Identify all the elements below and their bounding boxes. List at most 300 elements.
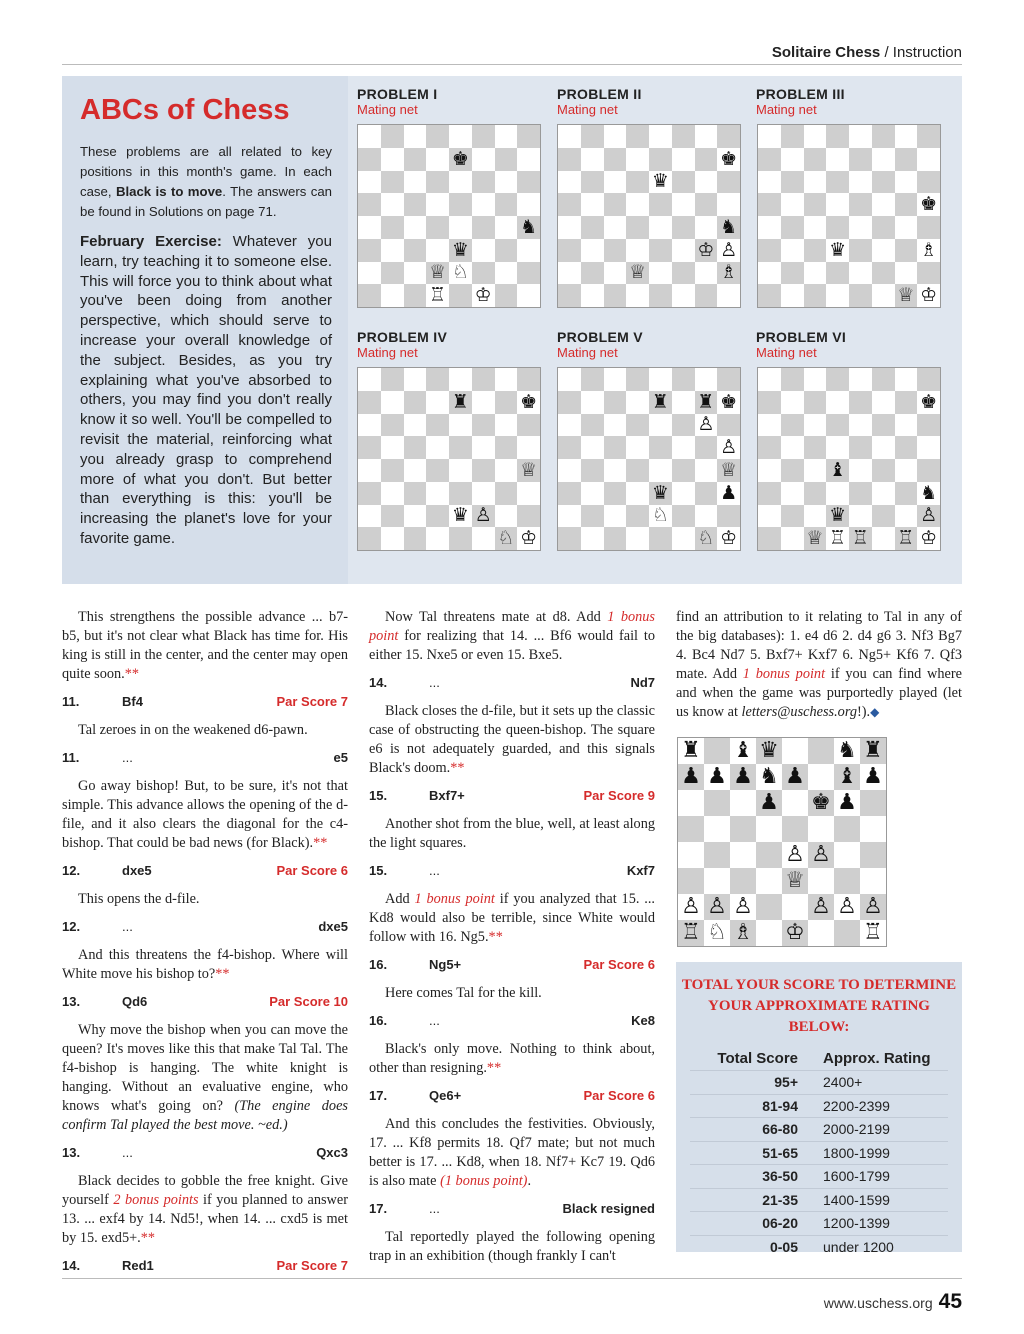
board-square bbox=[358, 125, 381, 148]
white-pawn-icon: ♙ bbox=[837, 894, 857, 919]
board-square bbox=[717, 193, 740, 216]
board-square bbox=[804, 527, 827, 550]
board-square bbox=[672, 171, 695, 194]
paragraph bbox=[62, 608, 348, 684]
board-square bbox=[826, 368, 849, 391]
board-square bbox=[604, 262, 627, 285]
board-square bbox=[517, 239, 540, 262]
paragraph-text: find an attribution to it relating to Tal in any of the big databases): 1. e4 d6 2. d4 g6 3. Nf3 Bg7 4. Bc4 Nd7 5. Bxf7+ Kxf7 6. Ng5+ Kf6 7. Qf3 mate. Add bbox=[676, 609, 962, 682]
paragraph: Another shot from the blue, well, at least along the light squares. bbox=[369, 816, 655, 851]
paragraph-text: And this concludes the festivities. Obviously, 17. ... Kf8 permits 18. Qf7 mate; but not much better is 17. ... Kd8, when 18. Nf7+ Kc7 19. Qd6 is also mate bbox=[369, 1116, 655, 1189]
board-square bbox=[895, 148, 918, 171]
board-square bbox=[558, 391, 581, 414]
board-square bbox=[917, 284, 940, 307]
black-rook-icon: ♜ bbox=[681, 738, 701, 763]
board-square bbox=[381, 505, 404, 528]
board-square bbox=[517, 505, 540, 528]
paragraph: Here comes Tal for the kill. bbox=[385, 985, 542, 1001]
move-line bbox=[369, 861, 655, 880]
board-square bbox=[472, 262, 495, 285]
board-square bbox=[756, 790, 782, 816]
board-square bbox=[849, 125, 872, 148]
problem-subtitle: Mating net bbox=[756, 345, 817, 360]
paragraph-text: Black's only move. Nothing to think about, other than resigning. bbox=[369, 1041, 655, 1076]
move-number: 17. bbox=[369, 1088, 388, 1103]
board-square bbox=[472, 239, 495, 262]
black-queen-icon: ♛ bbox=[759, 738, 779, 763]
board-square bbox=[756, 894, 782, 920]
paragraph-text: Black closes the d-file, but it sets up the classic case of obstructing the queen-bishop. The square e6 is not adequately guarded, and this signals Black's doom. bbox=[369, 703, 655, 776]
board-square bbox=[826, 262, 849, 285]
board-square bbox=[704, 738, 730, 764]
board-square bbox=[704, 816, 730, 842]
board-square bbox=[649, 125, 672, 148]
move-line bbox=[62, 992, 348, 1011]
board-square bbox=[558, 436, 581, 459]
board-square bbox=[404, 482, 427, 505]
board-square bbox=[626, 436, 649, 459]
board-square bbox=[826, 482, 849, 505]
white-knight-icon: ♘ bbox=[451, 261, 469, 284]
black-rook-icon: ♜ bbox=[863, 738, 883, 763]
white-rook-icon: ♖ bbox=[429, 284, 447, 307]
board-square bbox=[381, 239, 404, 262]
board-square bbox=[517, 482, 540, 505]
move: Qd6 bbox=[122, 994, 148, 1009]
board-square bbox=[581, 193, 604, 216]
board-square bbox=[495, 482, 518, 505]
board-square bbox=[649, 482, 672, 505]
board-square bbox=[782, 842, 808, 868]
paragraph-text: Now Tal threatens mate at d8. Add bbox=[385, 609, 608, 625]
problem-title: PROBLEM IV bbox=[357, 329, 448, 345]
paragraph-text: !). bbox=[857, 704, 871, 720]
board-square bbox=[626, 391, 649, 414]
board-square bbox=[381, 414, 404, 437]
board-square bbox=[358, 148, 381, 171]
board-square bbox=[826, 391, 849, 414]
black-queen-icon: ♛ bbox=[651, 170, 669, 193]
exercise-text bbox=[80, 232, 332, 549]
board-square bbox=[782, 738, 808, 764]
board-square bbox=[826, 171, 849, 194]
board-square bbox=[695, 171, 718, 194]
end-mark-icon: ◆ bbox=[870, 705, 880, 719]
black-rook-icon: ♜ bbox=[651, 390, 669, 413]
move-number: 14. bbox=[62, 1258, 81, 1273]
board-square bbox=[672, 262, 695, 285]
board-square bbox=[672, 459, 695, 482]
board-square bbox=[758, 436, 781, 459]
board-square bbox=[872, 262, 895, 285]
move-number: 13. bbox=[62, 994, 81, 1009]
board-square bbox=[672, 148, 695, 171]
board-square bbox=[781, 193, 804, 216]
board-square bbox=[426, 125, 449, 148]
board-square bbox=[826, 125, 849, 148]
board-square bbox=[717, 262, 740, 285]
board-square bbox=[517, 414, 540, 437]
board-square bbox=[782, 764, 808, 790]
board-square bbox=[649, 459, 672, 482]
board-square bbox=[695, 527, 718, 550]
board-square bbox=[381, 216, 404, 239]
board-square bbox=[758, 414, 781, 437]
board-square bbox=[404, 239, 427, 262]
white-queen-icon: ♕ bbox=[629, 261, 647, 284]
board-square bbox=[917, 216, 940, 239]
rating-range: 1200-1399 bbox=[823, 1215, 890, 1232]
board-square bbox=[781, 216, 804, 239]
board-square bbox=[604, 125, 627, 148]
board-square bbox=[472, 125, 495, 148]
white-queen-icon: ♕ bbox=[720, 458, 738, 481]
board-square bbox=[826, 284, 849, 307]
board-square bbox=[472, 193, 495, 216]
board-square bbox=[672, 414, 695, 437]
board-square bbox=[472, 284, 495, 307]
white-pawn-icon: ♙ bbox=[697, 413, 715, 436]
board-square bbox=[717, 527, 740, 550]
board-square bbox=[695, 284, 718, 307]
white-king-icon: ♔ bbox=[520, 527, 538, 550]
paragraph-text: if you planned to answer 13. ... exf4 by 14. Nd5!, when 14. ... cxd5 is met by 15. exd5+. bbox=[62, 1192, 348, 1246]
board-square bbox=[826, 505, 849, 528]
paragraph bbox=[369, 702, 655, 778]
board-square bbox=[604, 171, 627, 194]
editor-note: (The engine does confirm Tal played the best move. ~ed.) bbox=[62, 1098, 348, 1133]
board-square bbox=[449, 368, 472, 391]
board-square bbox=[678, 842, 704, 868]
score-range: 51-65 bbox=[762, 1144, 798, 1161]
board-square bbox=[826, 193, 849, 216]
chess-diagram-6 bbox=[757, 367, 941, 551]
board-square bbox=[472, 391, 495, 414]
board-square bbox=[517, 459, 540, 482]
board-square bbox=[758, 368, 781, 391]
black-pawn-icon: ♟ bbox=[759, 790, 779, 815]
move-number: 14. bbox=[369, 675, 388, 690]
paragraph: Tal zeroes in on the weakened d6-pawn. bbox=[78, 722, 308, 738]
white-rook-icon: ♖ bbox=[863, 920, 883, 945]
black-queen-icon: ♛ bbox=[451, 504, 469, 527]
board-square bbox=[581, 125, 604, 148]
board-square bbox=[872, 216, 895, 239]
par-score: Par Score 6 bbox=[276, 863, 348, 878]
board-square bbox=[834, 764, 860, 790]
board-square bbox=[849, 284, 872, 307]
board-square bbox=[860, 764, 886, 790]
board-square bbox=[917, 148, 940, 171]
board-square bbox=[917, 262, 940, 285]
board-square bbox=[558, 148, 581, 171]
board-square bbox=[581, 148, 604, 171]
rating-range: under 1200 bbox=[823, 1238, 894, 1255]
move-ellipsis: ... bbox=[429, 1201, 440, 1216]
board-square bbox=[381, 482, 404, 505]
board-square bbox=[381, 368, 404, 391]
board-square bbox=[581, 505, 604, 528]
board-square bbox=[358, 284, 381, 307]
board-square bbox=[849, 216, 872, 239]
score-row bbox=[690, 1235, 948, 1259]
board-square bbox=[449, 262, 472, 285]
board-square bbox=[404, 391, 427, 414]
board-square bbox=[472, 171, 495, 194]
board-square bbox=[649, 368, 672, 391]
page-number: 45 bbox=[938, 1290, 962, 1313]
board-square bbox=[404, 193, 427, 216]
problem-title: PROBLEM I bbox=[357, 86, 438, 102]
score-row bbox=[690, 1117, 948, 1141]
board-square bbox=[849, 391, 872, 414]
board-square bbox=[649, 193, 672, 216]
paragraph: Tal reportedly played the following opening trap in an exhibition (though frankly I can't bbox=[369, 1229, 655, 1264]
white-pawn-icon: ♙ bbox=[720, 238, 738, 261]
move-line bbox=[62, 748, 348, 767]
bonus-points: 1 bonus point bbox=[369, 609, 655, 644]
black-king-icon: ♚ bbox=[920, 390, 938, 413]
board-square bbox=[804, 216, 827, 239]
board-square bbox=[860, 790, 886, 816]
board-square bbox=[860, 842, 886, 868]
header-subsection: Instruction bbox=[892, 44, 962, 61]
board-square bbox=[758, 148, 781, 171]
board-square bbox=[730, 816, 756, 842]
board-square bbox=[672, 125, 695, 148]
board-square bbox=[895, 216, 918, 239]
board-square bbox=[872, 284, 895, 307]
black-king-icon: ♚ bbox=[920, 193, 938, 216]
board-square bbox=[358, 482, 381, 505]
board-square bbox=[672, 284, 695, 307]
board-square bbox=[604, 436, 627, 459]
board-square bbox=[581, 262, 604, 285]
move: e5 bbox=[333, 750, 348, 765]
score-table bbox=[690, 1046, 948, 1258]
board-square bbox=[404, 262, 427, 285]
move-number: 15. bbox=[369, 788, 388, 803]
board-square bbox=[672, 391, 695, 414]
board-square bbox=[449, 391, 472, 414]
move-ellipsis: ... bbox=[429, 675, 440, 690]
text-column-1 bbox=[62, 608, 348, 1285]
board-square bbox=[704, 842, 730, 868]
white-bishop-icon: ♗ bbox=[920, 238, 938, 261]
board-square bbox=[808, 920, 834, 946]
par-score: Par Score 7 bbox=[276, 1258, 348, 1273]
black-pawn-icon: ♟ bbox=[863, 764, 883, 789]
problem-title: PROBLEM V bbox=[557, 329, 643, 345]
board-square bbox=[358, 368, 381, 391]
board-square bbox=[730, 868, 756, 894]
board-square bbox=[717, 505, 740, 528]
board-square bbox=[872, 193, 895, 216]
board-square bbox=[517, 216, 540, 239]
board-square bbox=[581, 527, 604, 550]
board-square bbox=[872, 436, 895, 459]
board-square bbox=[604, 482, 627, 505]
white-pawn-icon: ♙ bbox=[863, 894, 883, 919]
board-square bbox=[695, 505, 718, 528]
board-square bbox=[917, 482, 940, 505]
board-square bbox=[826, 239, 849, 262]
black-queen-icon: ♛ bbox=[829, 238, 847, 261]
board-square bbox=[730, 764, 756, 790]
score-range: 95+ bbox=[774, 1074, 798, 1091]
white-rook-icon: ♖ bbox=[897, 527, 915, 550]
footer-url[interactable]: www.uschess.org bbox=[823, 1295, 933, 1311]
board-square bbox=[717, 459, 740, 482]
paragraph-text: if you analyzed that 15. ... Kd8 would also be terrible, since White would follow with 16. Ng5. bbox=[369, 891, 655, 945]
board-square bbox=[626, 239, 649, 262]
board-square bbox=[404, 284, 427, 307]
board-square bbox=[558, 482, 581, 505]
white-rook-icon: ♖ bbox=[829, 527, 847, 550]
exercise-body: Whatever you learn, try teaching it to someone else. This will force you to think about what you've been doing from another perspective, which should serve to increase your overall knowledge of the subject. Besides, as you try explaining what you've absorbed to others, you may find you don't really know it so well. You'll be compelled to revisit the material, reinforcing what you already grasp to comprehend more of what you don't. But better than everything is this: you'll be increasing the planet's love for your favorite game. bbox=[80, 233, 332, 547]
board-square bbox=[917, 171, 940, 194]
email-link[interactable]: letters@uschess.org bbox=[741, 704, 858, 720]
board-square bbox=[626, 171, 649, 194]
move-line bbox=[62, 1143, 348, 1162]
move-number: 11. bbox=[62, 694, 80, 709]
chess-diagram-2 bbox=[557, 124, 741, 308]
board-square bbox=[358, 171, 381, 194]
black-bishop-icon: ♝ bbox=[733, 738, 753, 763]
white-queen-icon: ♕ bbox=[806, 527, 824, 550]
move-number: 15. bbox=[369, 863, 388, 878]
board-square bbox=[649, 505, 672, 528]
board-square bbox=[730, 790, 756, 816]
paragraph-text: for realizing that 14. ... Bf6 would fail to either 15. Nxe5 or even 15. Bxe5. bbox=[369, 628, 655, 663]
board-square bbox=[678, 868, 704, 894]
score-range: 06-20 bbox=[762, 1215, 798, 1232]
black-knight-icon: ♞ bbox=[720, 215, 738, 238]
asterisks: ** bbox=[488, 929, 503, 945]
board-square bbox=[449, 505, 472, 528]
board-square bbox=[756, 738, 782, 764]
board-square bbox=[404, 414, 427, 437]
board-square bbox=[649, 414, 672, 437]
board-square bbox=[472, 436, 495, 459]
header-section: Solitaire Chess bbox=[771, 44, 881, 61]
board-square bbox=[517, 368, 540, 391]
paragraph bbox=[369, 1040, 655, 1078]
board-square bbox=[358, 505, 381, 528]
board-square bbox=[808, 868, 834, 894]
board-square bbox=[781, 148, 804, 171]
board-square bbox=[449, 148, 472, 171]
paragraph bbox=[676, 608, 962, 722]
board-square bbox=[872, 148, 895, 171]
move-number: 16. bbox=[369, 1013, 388, 1028]
board-square bbox=[695, 148, 718, 171]
paragraph bbox=[369, 1115, 655, 1191]
board-square bbox=[834, 842, 860, 868]
move-line bbox=[369, 786, 655, 805]
paragraph-text: Add bbox=[385, 891, 415, 907]
board-square bbox=[849, 262, 872, 285]
board-square bbox=[782, 816, 808, 842]
board-square bbox=[756, 920, 782, 946]
board-square bbox=[495, 284, 518, 307]
board-square bbox=[704, 868, 730, 894]
board-square bbox=[758, 284, 781, 307]
board-square bbox=[404, 368, 427, 391]
board-square bbox=[917, 193, 940, 216]
move-ellipsis: ... bbox=[429, 1013, 440, 1028]
problem-subtitle: Mating net bbox=[357, 102, 418, 117]
board-square bbox=[449, 216, 472, 239]
board-square bbox=[404, 148, 427, 171]
board-square bbox=[495, 436, 518, 459]
board-square bbox=[517, 391, 540, 414]
board-square bbox=[704, 790, 730, 816]
board-square bbox=[626, 459, 649, 482]
board-square bbox=[758, 239, 781, 262]
board-square bbox=[758, 125, 781, 148]
board-square bbox=[404, 216, 427, 239]
move-line bbox=[62, 1256, 348, 1275]
bonus-points: 2 bonus points bbox=[113, 1192, 199, 1208]
score-range: 81-94 bbox=[762, 1097, 798, 1114]
chess-diagram-4 bbox=[357, 367, 541, 551]
white-king-icon: ♔ bbox=[697, 238, 715, 261]
board-square bbox=[604, 239, 627, 262]
board-square bbox=[804, 391, 827, 414]
board-square bbox=[826, 148, 849, 171]
black-pawn-icon: ♟ bbox=[707, 764, 727, 789]
chess-diagram-opening-trap bbox=[677, 737, 887, 947]
rating-range: 2000-2199 bbox=[823, 1121, 890, 1138]
move: Bxf7+ bbox=[429, 788, 465, 803]
board-square bbox=[626, 262, 649, 285]
board-square bbox=[872, 482, 895, 505]
board-square bbox=[781, 505, 804, 528]
move: Ke8 bbox=[631, 1013, 655, 1028]
paragraph: This opens the d-file. bbox=[78, 891, 200, 907]
board-square bbox=[781, 125, 804, 148]
paragraph bbox=[62, 946, 348, 984]
board-square bbox=[860, 920, 886, 946]
board-square bbox=[426, 414, 449, 437]
board-square bbox=[808, 764, 834, 790]
black-pawn-icon: ♟ bbox=[785, 764, 805, 789]
board-square bbox=[695, 391, 718, 414]
board-square bbox=[426, 368, 449, 391]
board-square bbox=[358, 414, 381, 437]
par-score: Par Score 6 bbox=[583, 957, 655, 972]
board-square bbox=[449, 436, 472, 459]
board-square bbox=[781, 239, 804, 262]
black-knight-icon: ♞ bbox=[520, 215, 538, 238]
white-king-icon: ♔ bbox=[920, 284, 938, 307]
board-square bbox=[381, 148, 404, 171]
board-square bbox=[804, 125, 827, 148]
problem-title: PROBLEM VI bbox=[756, 329, 847, 345]
move-number: 12. bbox=[62, 919, 81, 934]
board-square bbox=[381, 284, 404, 307]
move-line bbox=[369, 1086, 655, 1105]
move-number: 11. bbox=[62, 750, 80, 765]
board-square bbox=[717, 284, 740, 307]
board-square bbox=[804, 459, 827, 482]
score-header-rating: Approx. Rating bbox=[823, 1049, 931, 1067]
board-square bbox=[917, 391, 940, 414]
move: Kxf7 bbox=[626, 863, 655, 878]
board-square bbox=[804, 171, 827, 194]
move-line bbox=[369, 955, 655, 974]
